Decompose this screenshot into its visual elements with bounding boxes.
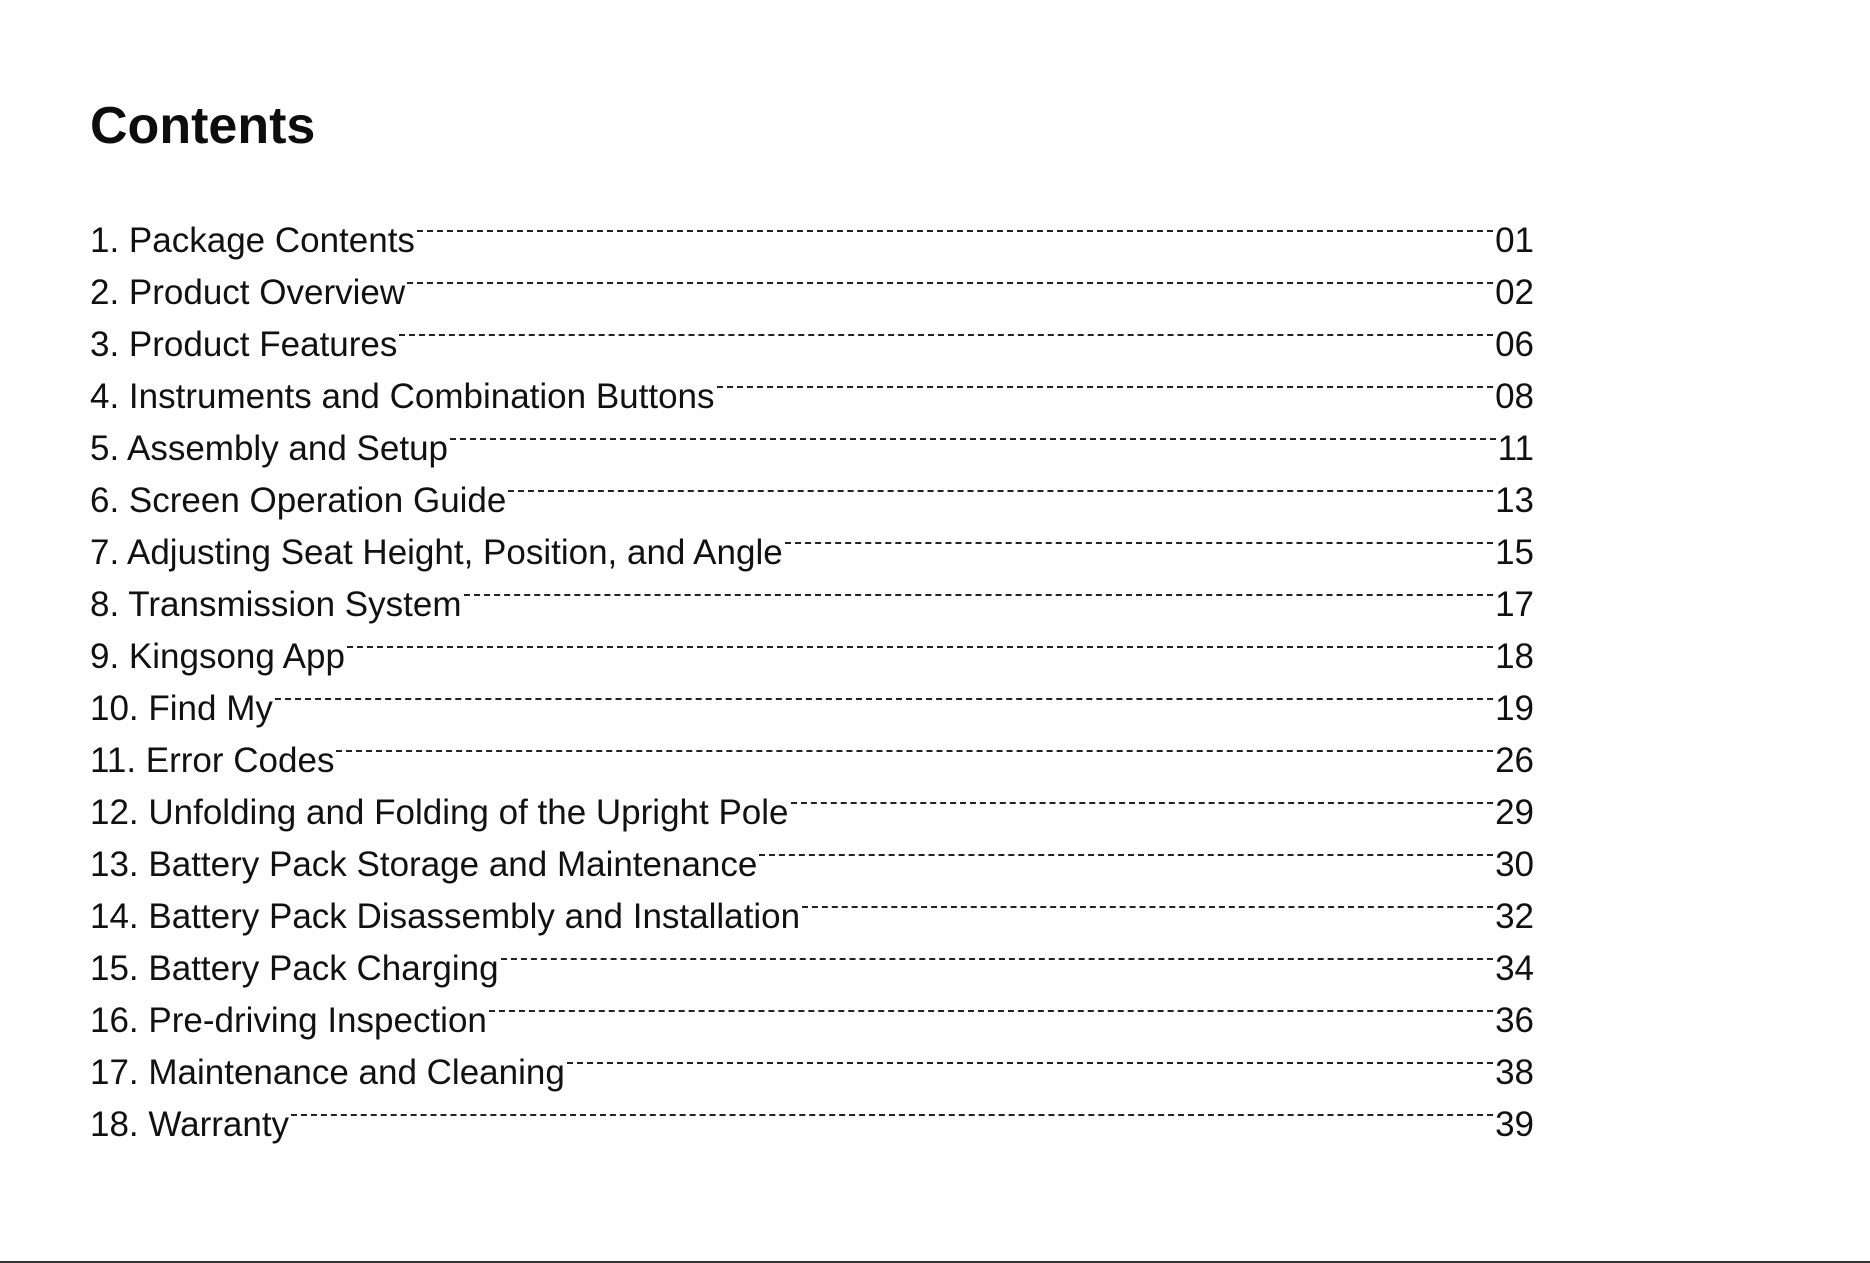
toc-entry-page: 38 <box>1495 1053 1534 1092</box>
toc-entry-page: 19 <box>1495 689 1534 728</box>
toc-entry-page: 18 <box>1495 637 1534 676</box>
toc-entry[interactable] <box>90 668 1534 728</box>
toc-entry-page: 26 <box>1495 741 1534 780</box>
toc-entry-page: 17 <box>1495 585 1534 624</box>
toc-entry-label: 10. Find My <box>90 689 273 728</box>
toc-entry-label: 13. Battery Pack Storage and Maintenance <box>90 845 758 884</box>
toc-entry-page: 29 <box>1495 793 1534 832</box>
toc-entry-page: 01 <box>1495 221 1534 260</box>
toc-leader-dashes <box>347 616 1493 668</box>
toc-entry-label: 8. Transmission System <box>90 585 462 624</box>
toc-entry-label: 1. Package Contents <box>90 221 415 260</box>
toc-entry-label: 7. Adjusting Seat Height, Position, and Angle <box>90 533 783 572</box>
toc-leader-dashes <box>791 772 1494 824</box>
toc-entry-label: 11. Error Codes <box>90 741 335 780</box>
toc-leader-dashes <box>291 1084 1493 1136</box>
toc-entry-page: 06 <box>1495 325 1534 364</box>
toc-leader-dashes <box>450 408 1496 460</box>
toc-entry-page: 36 <box>1495 1001 1534 1040</box>
toc-entry-label: 6. Screen Operation Guide <box>90 481 507 520</box>
toc-leader-dashes <box>785 512 1493 564</box>
toc-entry-label: 14. Battery Pack Disassembly and Installation <box>90 897 801 936</box>
toc-leader-dashes <box>508 460 1493 512</box>
toc-leader-dashes <box>717 356 1494 408</box>
toc-entry-page: 39 <box>1495 1105 1534 1144</box>
toc-leader-dashes <box>759 824 1493 876</box>
toc-entry-label: 2. Product Overview <box>90 273 406 312</box>
toc-entry-page: 30 <box>1495 845 1534 884</box>
toc-entry-label: 5. Assembly and Setup <box>90 429 448 468</box>
toc-leader-dashes <box>336 720 1493 772</box>
toc-entry-page: 02 <box>1495 273 1534 312</box>
toc-entry-label: 16. Pre-driving Inspection <box>90 1001 487 1040</box>
toc-entry-label: 18. Warranty <box>90 1105 290 1144</box>
toc-entry-page: 13 <box>1495 481 1534 520</box>
page-title: Contents <box>90 97 316 155</box>
toc-entry-label: 4. Instruments and Combination Buttons <box>90 377 715 416</box>
table-of-contents <box>90 200 1534 1144</box>
toc-entry-label: 9. Kingsong App <box>90 637 345 676</box>
toc-entry-page: 34 <box>1495 949 1534 988</box>
toc-leader-dashes <box>802 876 1493 928</box>
toc-leader-dashes <box>501 928 1494 980</box>
toc-entry-page: 15 <box>1495 533 1534 572</box>
toc-leader-dashes <box>275 668 1493 720</box>
toc-entry[interactable] <box>90 1084 1534 1144</box>
toc-leader-dashes <box>464 564 1494 616</box>
toc-leader-dashes <box>407 252 1493 304</box>
toc-entry[interactable] <box>90 720 1534 780</box>
toc-leader-dashes <box>399 304 1493 356</box>
toc-leader-dashes <box>489 980 1493 1032</box>
toc-entry-label: 12. Unfolding and Folding of the Upright Pole <box>90 793 789 832</box>
toc-leader-dashes <box>417 200 1493 252</box>
toc-entry-label: 3. Product Features <box>90 325 398 364</box>
toc-entry-label: 17. Maintenance and Cleaning <box>90 1053 565 1092</box>
toc-entry[interactable] <box>90 200 1534 260</box>
toc-entry-page: 08 <box>1495 377 1534 416</box>
toc-entry-page: 32 <box>1495 897 1534 936</box>
toc-entry-page: 11 <box>1497 429 1534 468</box>
toc-entry-label: 15. Battery Pack Charging <box>90 949 499 988</box>
toc-leader-dashes <box>567 1032 1493 1084</box>
